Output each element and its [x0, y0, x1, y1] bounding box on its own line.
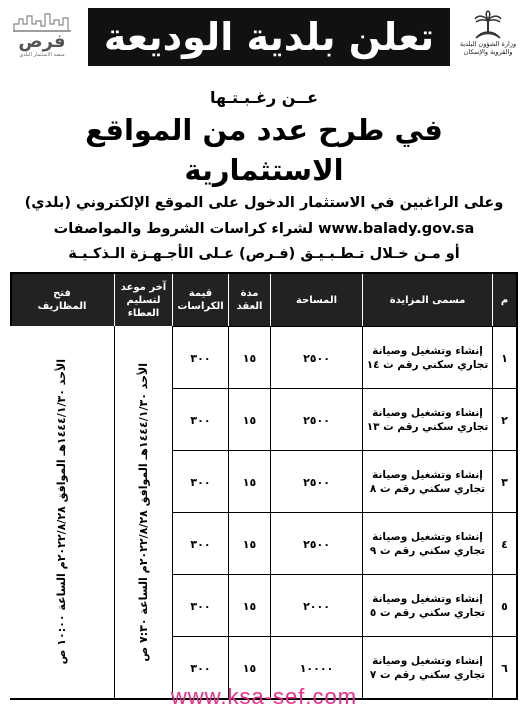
header-auction-name: مسمى المزايدة — [362, 274, 492, 326]
intro-line-2: www.balady.gov.sa لشراء كراسات الشروط والمواصفات — [53, 221, 475, 237]
header-duration: مدة العقد — [228, 274, 270, 326]
furas-brand-text: فرص — [18, 31, 66, 52]
row-area: ١٠٠٠٠ — [270, 637, 362, 699]
row-number: ٥ — [492, 575, 516, 637]
row-area: ٢٠٠٠ — [270, 575, 362, 637]
row-area: ٢٥٠٠ — [270, 327, 362, 389]
palm-swords-emblem-icon — [471, 10, 505, 40]
header-area: المساحة — [270, 274, 362, 326]
announcement-title: في طرح عدد من المواقع الاستثمارية — [85, 113, 443, 187]
envelope-opening-cell — [10, 326, 114, 698]
row-auction-name: إنشاء وتشغيل وصيانة تجاري سكني رقم ت ٧ — [362, 637, 492, 699]
row-booklet-price: ٣٠٠ — [172, 637, 228, 699]
deadline-date-text: الأحد ١٤٤٤/١/٣٠هـ الموافق ٢٠٢٢/٨/٢٨م الساعة ٧:٣٠ ص — [136, 362, 150, 662]
intro-subtitle: عــن رغـبـتـها — [209, 88, 318, 107]
row-duration: ١٥ — [228, 637, 270, 699]
row-number: ٤ — [492, 513, 516, 575]
row-booklet-price: ٣٠٠ — [172, 575, 228, 637]
opening-date-text: الأحد ١٤٤٤/١/٣٠هـ الموافق ٢٠٢٢/٨/٢٨م الساعة ١٠:٠٠ ص — [55, 359, 68, 665]
row-number: ١ — [492, 327, 516, 389]
ministry-logo — [456, 6, 520, 70]
row-area: ٢٥٠٠ — [270, 451, 362, 513]
city-skyline-icon — [13, 12, 71, 32]
row-auction-name: إنشاء وتشغيل وصيانة تجاري سكني رقم ت ٥ — [362, 575, 492, 637]
header-booklet-price: قيمة الكراسات — [172, 274, 228, 326]
row-booklet-price: ٣٠٠ — [172, 327, 228, 389]
ministry-name-line1: وزارة الشؤون البلدية — [459, 40, 517, 48]
row-duration: ١٥ — [228, 451, 270, 513]
header-envelope-opening: فتح المظاريف — [37, 288, 87, 312]
row-duration: ١٥ — [228, 575, 270, 637]
ministry-name-line2: والقروية والإسكان — [463, 48, 513, 56]
row-area: ٢٥٠٠ — [270, 513, 362, 575]
row-booklet-price: ٣٠٠ — [172, 451, 228, 513]
watermark: www.ksa-sef.com — [170, 684, 358, 709]
row-duration: ١٥ — [228, 513, 270, 575]
row-area: ٢٥٠٠ — [270, 389, 362, 451]
intro-line-1: وعلى الراغبين في الاستثمار الدخول على الموقع الإلكتروني (بلدي) — [24, 195, 504, 211]
header-deadline: آخر موعد لتسليم العطاء — [114, 274, 172, 326]
row-number: ٣ — [492, 451, 516, 513]
row-auction-name: إنشاء وتشغيل وصيانة تجاري سكني رقم ت ١٤ — [362, 327, 492, 389]
row-number: ٢ — [492, 389, 516, 451]
row-booklet-price: ٣٠٠ — [172, 513, 228, 575]
deadline-cell — [114, 326, 172, 698]
table-header — [12, 274, 516, 326]
furas-logo — [8, 6, 76, 70]
intro-line-3: أو مـن خـلال تـطـبـيـق (فـرص) عـلى الأجـهـزة الـذكـيـة — [68, 246, 460, 262]
header-number: م — [492, 274, 516, 326]
row-duration: ١٥ — [228, 389, 270, 451]
header — [8, 6, 520, 70]
row-auction-name: إنشاء وتشغيل وصيانة تجاري سكني رقم ت ١٣ — [362, 389, 492, 451]
sites-table — [10, 272, 518, 700]
row-auction-name: إنشاء وتشغيل وصيانة تجاري سكني رقم ت ٨ — [362, 451, 492, 513]
row-auction-name: إنشاء وتشغيل وصيانة تجاري سكني رقم ت ٩ — [362, 513, 492, 575]
row-number: ٦ — [492, 637, 516, 699]
furas-tagline: منصة الاستثمار البلدي — [19, 52, 65, 58]
announcement-intro — [8, 86, 520, 266]
row-booklet-price: ٣٠٠ — [172, 389, 228, 451]
row-duration: ١٥ — [228, 327, 270, 389]
banner-title: تعلن بلدية الوديعة — [88, 8, 450, 66]
